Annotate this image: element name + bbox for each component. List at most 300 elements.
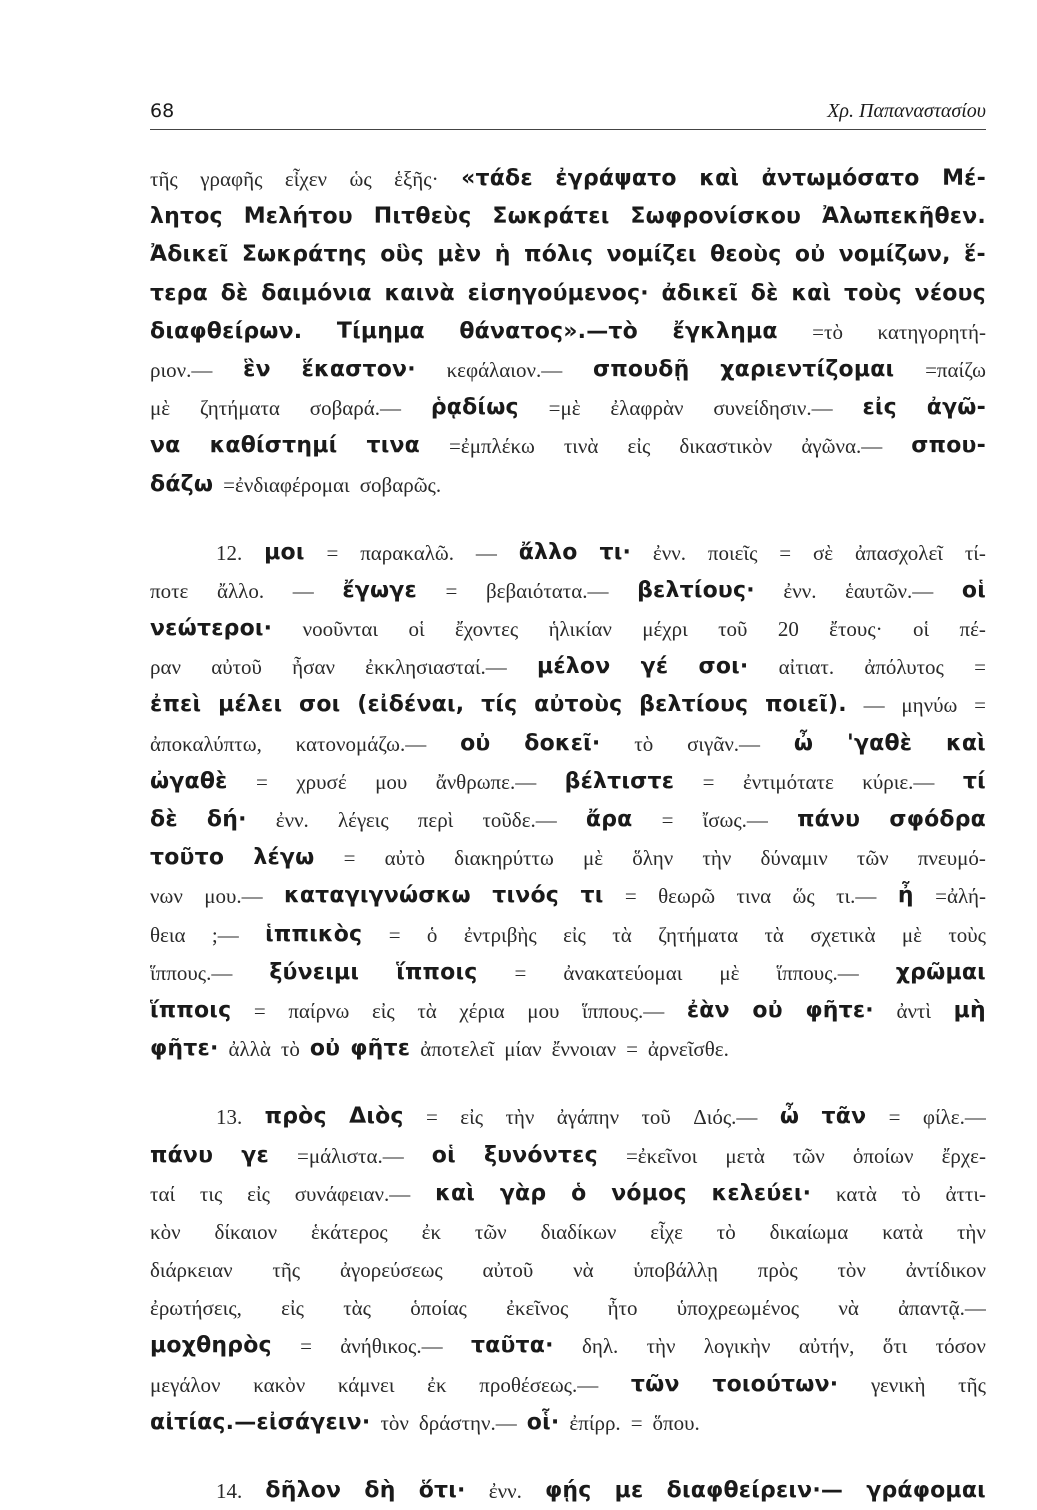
word: ἀνακατεύομαι — [563, 960, 683, 985]
word: διαφθείρων. — [150, 318, 303, 344]
word: ἐὰν — [686, 997, 730, 1023]
paragraph-intro — [150, 160, 986, 504]
word: ἐκ — [421, 1219, 442, 1244]
word: καὶ — [946, 730, 986, 756]
word: θεοὺς — [710, 242, 782, 268]
word: σφόδρα — [889, 807, 986, 832]
word: ἐνν. — [652, 540, 686, 565]
word: = — [779, 540, 792, 565]
word: ;— — [211, 922, 239, 947]
word: κύριε.— — [862, 769, 935, 794]
word: ὡς — [349, 167, 372, 191]
word: ῥᾳδίως — [430, 395, 519, 421]
word: ἑαυτῶν.— — [845, 578, 934, 603]
word: τίς — [481, 692, 518, 718]
word: εἰς — [563, 922, 586, 947]
word: τινός — [492, 883, 560, 909]
word: — — [475, 540, 497, 565]
word: αὐτοῦ — [211, 655, 262, 680]
word: σιγᾶν.— — [687, 731, 761, 756]
word: ἀγορεύσεως — [339, 1258, 443, 1283]
word: ἀττι- — [945, 1181, 986, 1206]
word: Μελήτου — [243, 204, 353, 230]
word: =ἐνδιαφέρομαι — [223, 472, 350, 497]
paragraph-section-13 — [150, 1098, 986, 1442]
word: εἶχεν — [284, 167, 328, 191]
word: πρὸς — [757, 1258, 798, 1283]
text-line — [150, 1366, 986, 1404]
word: ἀγάπην — [556, 1105, 620, 1130]
word: ὠγαθὲ — [150, 768, 228, 794]
text-line — [150, 1030, 986, 1068]
word: κὸν — [150, 1219, 181, 1244]
word: ἀποκαλύπτω, — [150, 731, 262, 756]
word: κατηγορητή- — [877, 319, 986, 344]
word: οἱ — [961, 577, 986, 603]
word: μηνύω — [901, 693, 958, 718]
word: χρυσέ — [296, 769, 347, 794]
text-line — [150, 572, 986, 610]
word: χαριεντίζομαι — [720, 356, 895, 382]
word: μου.— — [204, 884, 263, 909]
word: τῶν — [856, 846, 889, 871]
word: «τάδε — [461, 166, 533, 191]
word: εἶχε — [650, 1219, 683, 1244]
word: ἵππους.— — [150, 960, 233, 985]
word: καταγιγνώσκω — [284, 883, 471, 909]
word: Ἀδικεῖ — [150, 242, 229, 268]
word: ἔχοντες — [454, 617, 519, 642]
word: ξύνειμι — [269, 959, 360, 985]
word: δύναμιν — [760, 846, 828, 871]
word: ὑποβάλλῃ — [633, 1258, 718, 1283]
word: ἀρνεῖσθε. — [647, 1037, 729, 1062]
word: ἐγράψατο — [555, 166, 677, 191]
word: ἡλικίαν — [548, 617, 612, 642]
word: ὁ — [571, 1180, 587, 1206]
word: δίκαιον — [214, 1219, 278, 1244]
word: πρὸς — [264, 1104, 327, 1130]
word: βελτίους· — [637, 577, 755, 603]
word: ἵππους.— — [581, 998, 665, 1023]
word: ἔγκλημα — [672, 318, 778, 344]
word: γραφῆς — [200, 167, 263, 191]
word: = — [426, 1105, 438, 1130]
word: Τίμημα — [336, 318, 425, 344]
word: = — [343, 846, 356, 871]
word: Διός.— — [693, 1105, 758, 1130]
word: ἵππους.— — [776, 960, 859, 985]
word: ζητήματα — [199, 396, 280, 421]
word: τῶν — [630, 1371, 680, 1397]
word: φῆτε· — [805, 997, 874, 1023]
word: δὲ — [220, 280, 249, 306]
word: τοῦ — [718, 617, 748, 642]
word: εἰσηγούμενος· — [467, 280, 649, 306]
word: σὲ — [812, 540, 834, 565]
word: τὸ — [901, 1181, 921, 1206]
word: τὸ — [280, 1037, 300, 1062]
word: βέλτιστε — [564, 768, 675, 794]
word: τᾶν — [821, 1104, 867, 1130]
word: γέ — [640, 654, 669, 680]
word: νοοῦνται — [302, 617, 379, 642]
word: αἰτίας.—εἰσάγειν· — [150, 1409, 371, 1435]
word: δηλ. — [581, 1334, 619, 1359]
word: οὓς — [380, 242, 424, 268]
word: τι.— — [836, 884, 877, 909]
word: = — [445, 578, 458, 603]
word: μὲ — [901, 922, 922, 947]
word: ἀνήθικος.— — [340, 1334, 443, 1359]
word: ὅτι· — [418, 1478, 466, 1503]
word: = — [624, 884, 637, 909]
word: μίαν — [504, 1037, 542, 1062]
word: ἐρωτήσεις, — [150, 1296, 242, 1321]
word: γε — [241, 1142, 269, 1168]
word: ἄλλο. — [216, 578, 265, 603]
text-line — [150, 916, 986, 954]
word: ἀγῶ- — [926, 395, 986, 421]
word: τινα — [366, 433, 420, 459]
page-number: 68 — [150, 100, 175, 122]
word: ἀγῶνα.— — [801, 434, 883, 459]
word: ἵπποις — [150, 997, 232, 1023]
word: τὸν — [380, 1410, 409, 1435]
word: 13. — [216, 1105, 243, 1130]
word: ἡ — [494, 242, 511, 268]
word: ἑξῆς· — [394, 167, 439, 191]
word: με — [614, 1478, 644, 1503]
word: = — [253, 998, 266, 1023]
word: μεγάλον — [150, 1372, 221, 1397]
text-line — [150, 954, 986, 992]
word: κατὰ — [882, 1219, 924, 1244]
word: δοκεῖ· — [524, 730, 601, 756]
word: ὅπου. — [652, 1410, 700, 1435]
word: =ἐκεῖνοι — [625, 1143, 698, 1168]
word: ἐλαφρὰν — [610, 396, 684, 421]
word: συνάφειαν.— — [294, 1181, 411, 1206]
word: 14. — [216, 1479, 243, 1503]
word: ριον.— — [150, 357, 213, 382]
word: νόμος — [611, 1180, 687, 1206]
text-line — [150, 1404, 986, 1442]
word: εἰς — [862, 395, 897, 421]
text-line — [150, 1175, 986, 1213]
word: ἀδικεῖ — [661, 280, 738, 306]
word: αὐτοὺς — [534, 692, 623, 718]
word: — — [863, 693, 885, 718]
word: καὶ — [435, 1180, 476, 1206]
paragraph-section-14 — [150, 1472, 986, 1510]
word: εἰς — [371, 998, 395, 1023]
word: σπουδῇ — [592, 356, 690, 382]
word: πόλις — [524, 242, 594, 268]
word: πέ- — [959, 617, 986, 642]
word: σοβαρῶς. — [359, 472, 442, 497]
word: αὐτὸ — [384, 846, 425, 871]
word: νεώτεροι· — [150, 616, 273, 642]
word: ὑποχρεωμένος — [676, 1296, 800, 1321]
word: γενικὴ — [871, 1372, 926, 1397]
word: ὦ — [779, 1104, 800, 1130]
word: =τὸ — [812, 319, 843, 344]
word: τοὺς — [844, 280, 902, 306]
word: ἕ- — [964, 242, 986, 268]
word: δικαίωμα — [769, 1219, 849, 1244]
word: τις — [199, 1181, 223, 1206]
word: βελτίους — [639, 692, 749, 718]
word: τῶν — [793, 1143, 825, 1168]
word: Σωκράτει — [492, 204, 610, 230]
word: νων — [150, 884, 183, 909]
word: = — [256, 769, 268, 794]
word: ποτε — [150, 578, 189, 603]
word: κατὰ — [836, 1181, 877, 1206]
word: τῶν — [474, 1219, 507, 1244]
word: ραν — [150, 655, 181, 680]
text-line — [150, 1472, 986, 1510]
text-line — [150, 1137, 986, 1175]
text-line — [150, 427, 986, 465]
word: τῆς — [150, 167, 178, 191]
word: εἰς — [247, 1181, 270, 1206]
word: ἐντριβὴς — [463, 922, 537, 947]
word: τοῦ — [641, 1105, 671, 1130]
word: αὐτήν, — [798, 1334, 855, 1359]
word: μὴ — [953, 997, 986, 1023]
word: ξυνόντες — [483, 1142, 598, 1168]
word: ἐπεὶ — [150, 692, 202, 718]
word: δὴ — [364, 1478, 396, 1503]
word: οἱ — [431, 1142, 456, 1168]
word: λέγεις — [337, 808, 389, 832]
word: οὐ — [752, 997, 783, 1023]
text-line — [150, 801, 986, 839]
word: τῆς — [958, 1372, 986, 1397]
word: δὲ — [150, 807, 178, 832]
word: ὦ — [793, 730, 814, 756]
text-line — [150, 1327, 986, 1365]
word: ἀποτελεῖ — [420, 1037, 495, 1062]
word: =ἐμπλέκω — [449, 434, 535, 459]
word: =ἀλή- — [935, 884, 986, 909]
word: τινα — [736, 884, 772, 909]
word: τί- — [964, 540, 986, 565]
word: νὰ — [838, 1296, 859, 1321]
word: συνείδησιν.— — [713, 396, 833, 421]
word: ταί — [150, 1181, 176, 1206]
word: να — [150, 433, 181, 459]
word: φῆτε — [350, 1036, 411, 1062]
word: διαδίκων — [540, 1219, 617, 1244]
word: τὸν — [837, 1258, 866, 1283]
word: γράφομαι — [866, 1478, 986, 1503]
word: οἱ — [913, 617, 930, 642]
text-line — [150, 610, 986, 648]
text-line — [150, 534, 986, 572]
word: κελεύει· — [711, 1180, 812, 1206]
word: νομίζων, — [838, 242, 951, 268]
word: ἐνν. — [488, 1479, 522, 1503]
text-line — [150, 1289, 986, 1327]
word: = — [326, 540, 339, 565]
word: Διὸς — [349, 1104, 404, 1130]
word: = — [626, 1037, 638, 1062]
word: θάνατος».—τὸ — [459, 318, 638, 344]
word: μὲ — [150, 396, 171, 421]
word: ἱππικὸς — [265, 921, 363, 947]
word: 12. — [216, 540, 243, 565]
word: μου — [527, 998, 560, 1023]
word: γὰρ — [499, 1180, 547, 1206]
word: ὅλην — [632, 846, 674, 871]
word: δαιμόνια — [261, 280, 372, 306]
word: μοχθηρὸς — [150, 1333, 272, 1359]
word: — — [292, 578, 314, 603]
word: καὶ — [699, 166, 740, 191]
word: εἰς — [627, 434, 651, 459]
text-line — [150, 1251, 986, 1289]
word: ἄνθρωπε.— — [435, 769, 537, 794]
word: 20 — [777, 617, 799, 642]
word: Σωκράτης — [241, 242, 367, 268]
text-line — [150, 725, 986, 763]
word: ἀπαντᾷ.— — [898, 1296, 986, 1321]
word: εἰς — [460, 1105, 484, 1130]
word: μέλει — [218, 692, 283, 718]
text-line — [150, 1098, 986, 1136]
word: ἔννοιαν — [551, 1037, 617, 1062]
word: εἰς — [281, 1296, 304, 1321]
word: καὶ — [791, 280, 832, 306]
text-line — [150, 763, 986, 801]
text-line — [150, 198, 986, 236]
word: τὸ — [634, 731, 654, 756]
word: φίλε.— — [922, 1105, 986, 1130]
word: φῆτε· — [150, 1036, 219, 1062]
word: = — [702, 769, 715, 794]
word: καινὰ — [384, 280, 455, 306]
word: ἀντίδικον — [905, 1258, 986, 1283]
word: σοι — [299, 692, 341, 718]
word: ἴσως.— — [702, 808, 768, 832]
word: = — [514, 960, 527, 985]
text-line — [150, 992, 986, 1030]
text-line — [150, 839, 986, 877]
word: ἕκαστον· — [301, 356, 416, 382]
word: λογικὴν — [703, 1334, 771, 1359]
word: διάρκειαν — [150, 1258, 233, 1283]
word: τὴν — [646, 1334, 676, 1359]
word: τὰ — [612, 922, 632, 947]
word: τόσον — [935, 1334, 986, 1359]
word: ὅτι — [882, 1334, 908, 1359]
word: οὐ — [460, 730, 491, 756]
word: Ἀλωπεκῆθεν. — [822, 204, 986, 230]
word: τερα — [150, 280, 208, 306]
word: λέγω — [253, 845, 315, 871]
word: οὐ — [794, 242, 826, 268]
word: μέλον — [536, 654, 611, 680]
word: ταῦτα· — [470, 1333, 554, 1359]
word: ὥς — [792, 884, 815, 909]
word: βεβαιότατα.— — [485, 578, 609, 603]
word: δράστην.— — [418, 1410, 517, 1435]
word: νὰ — [573, 1258, 594, 1283]
word: ἵπποις — [396, 959, 478, 985]
word: αὐτοῦ — [482, 1258, 534, 1283]
word: ἔγωγε — [342, 577, 417, 603]
word: Μέ- — [942, 166, 986, 191]
word: τὸ — [716, 1219, 736, 1244]
word: δῆλον — [265, 1478, 342, 1503]
word: ἐκεῖνος — [506, 1296, 569, 1321]
text-line — [150, 160, 986, 198]
text-line — [150, 686, 986, 724]
word: = — [888, 1105, 901, 1130]
word: διακηρύττω — [454, 846, 554, 871]
word: σοβαρά.— — [309, 396, 401, 421]
word: τὰ — [417, 998, 437, 1023]
word: =παίζω — [925, 357, 986, 382]
word: δὲ — [750, 280, 779, 306]
word: ἦ — [897, 883, 914, 909]
word: θεωρῶ — [658, 884, 716, 909]
word: σοι· — [698, 654, 749, 680]
word: = — [300, 1334, 312, 1359]
word: λητος — [150, 204, 223, 230]
text-line — [150, 1213, 986, 1251]
word: πάνυ — [150, 1142, 214, 1168]
word: = — [388, 922, 401, 947]
word: ἓν — [243, 356, 271, 382]
word: τι· — [599, 539, 632, 565]
word: ὁποίας — [410, 1296, 467, 1321]
word: ἐπίρρ. — [569, 1410, 621, 1435]
word: τῆς — [272, 1258, 301, 1283]
text-line — [150, 351, 986, 389]
word: οἷ· — [526, 1409, 560, 1435]
text-line — [150, 275, 986, 313]
word: παίρνω — [288, 998, 350, 1023]
word: σπου- — [911, 433, 986, 459]
word: Σωφρονίσκου — [630, 204, 802, 230]
text-line — [150, 648, 986, 686]
word: κεφάλαιον.— — [446, 357, 563, 382]
word: =μὲ — [548, 396, 581, 421]
word: τὴν — [956, 1219, 986, 1244]
word: τὴν — [505, 1105, 535, 1130]
word: φῄς — [544, 1478, 592, 1503]
word: τοὺς — [948, 922, 986, 947]
word: = — [974, 655, 986, 680]
word: δή· — [206, 807, 247, 832]
word: 'γαθὲ — [847, 730, 913, 756]
word: ἄρα — [585, 807, 633, 832]
word: ἔτους· — [829, 617, 883, 642]
word: κακὸν — [253, 1372, 306, 1397]
word: Πιτθεὺς — [373, 204, 472, 230]
word: ἐνν. — [783, 578, 817, 603]
word: κατονομάζω.— — [295, 731, 427, 756]
book-page — [150, 100, 986, 1510]
word: οἱ — [408, 617, 425, 642]
word: ἀντωμόσατο — [761, 166, 920, 191]
word: παρακαλῶ. — [360, 540, 454, 565]
word: τινὰ — [563, 434, 599, 459]
